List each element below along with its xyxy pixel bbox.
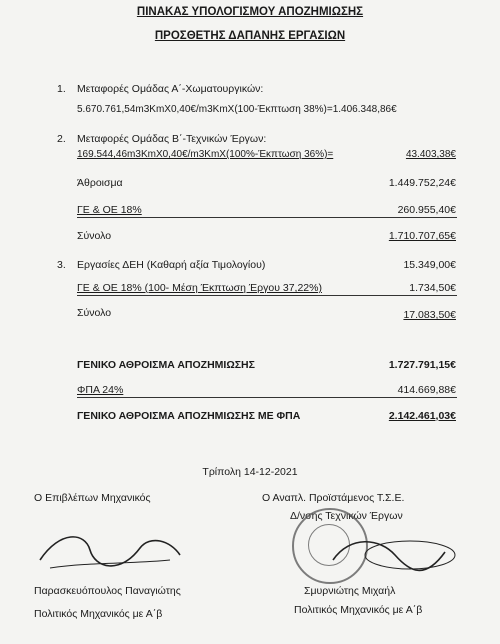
right-sig-role: Ο Αναπλ. Προϊστάμενος Τ.Σ.Ε.: [262, 492, 405, 504]
vat-value: 414.669,88€: [397, 384, 456, 396]
grand-total-vat-value: 2.142.461,03€: [388, 410, 456, 422]
left-sig-role: Ο Επιβλέπων Μηχανικός: [34, 492, 151, 504]
item1-number: 1.: [57, 83, 66, 95]
geoe2-underline: [77, 295, 457, 296]
right-sig-title: Πολιτικός Μηχανικός με Α΄β: [294, 604, 423, 616]
total2-label: Σύνολο: [77, 307, 112, 319]
grand-total-label: ΓΕΝΙΚΟ ΑΘΡΟΙΣΜΑ ΑΠΟΖΗΜΙΩΣΗΣ: [77, 359, 255, 371]
right-sig-name: Σμυρνιώτης Μιχαήλ: [304, 585, 396, 597]
geoe2-label: ΓΕ & ΟΕ 18% (100- Μέση Έκπτωση Έργου 37,22%): [77, 282, 322, 294]
sum1-label: Άθροισμα: [77, 177, 123, 189]
item2-number: 2.: [57, 133, 66, 145]
item1-label: Μεταφορές Ομάδας Α΄-Χωματουργικών:: [77, 83, 264, 95]
item2-value: 43.403,38€: [405, 149, 456, 160]
geoe1-underline: [77, 217, 457, 218]
item3-number: 3.: [57, 259, 66, 271]
grand-total-vat-label: ΓΕΝΙΚΟ ΑΘΡΟΙΣΜΑ ΑΠΟΖΗΜΙΩΣΗΣ ΜΕ ΦΠΑ: [77, 410, 301, 422]
geoe1-label: ΓΕ & ΟΕ 18%: [77, 204, 142, 216]
geoe1-value: 260.955,40€: [397, 204, 456, 216]
item2-formula: 169.544,46m3KmX0,40€/m3KmX(100%-Έκπτωση 36%)=: [77, 149, 334, 160]
left-signature-icon: [30, 520, 190, 580]
item3-label: Εργασίες ΔΕΗ (Καθαρή αξία Τιμολογίου): [77, 259, 266, 271]
item2-label: Μεταφορές Ομάδας Β΄-Τεχνικών Έργων:: [77, 133, 267, 145]
sum1-value: 1.449.752,24€: [388, 177, 456, 189]
left-sig-name: Παρασκευόπουλος Παναγιώτης: [34, 585, 181, 597]
right-sig-dept: Δ/νσης Τεχνικών Έργων: [290, 510, 403, 522]
left-sig-title: Πολιτικός Μηχανικός με Α΄β: [34, 608, 163, 620]
total1-value: 1.710.707,65€: [388, 230, 456, 242]
total2-value: 17.083,50€: [403, 309, 456, 321]
item1-formula: 5.670.761,54m3KmX0,40€/m3KmX(100-Έκπτωση 38%)=1.406.348,86€: [77, 104, 397, 115]
document-title: ΠΙΝΑΚΑΣ ΥΠΟΛΟΓΙΣΜΟΥ ΑΠΟΖΗΜΙΩΣΗΣ: [136, 6, 364, 18]
document-subtitle: ΠΡΟΣΘΕΤΗΣ ΔΑΠΑΝΗΣ ΕΡΓΑΣΙΩΝ: [154, 30, 346, 42]
right-signature-icon: [325, 530, 465, 585]
vat-label: ΦΠΑ 24%: [77, 384, 124, 396]
grand-total-value: 1.727.791,15€: [388, 359, 456, 371]
item3-value: 15.349,00€: [403, 259, 456, 271]
vat-underline: [77, 397, 457, 398]
total1-label: Σύνολο: [77, 230, 112, 242]
date-line: Τρίπολη 14-12-2021: [202, 466, 298, 478]
geoe2-value: 1.734,50€: [409, 282, 456, 294]
